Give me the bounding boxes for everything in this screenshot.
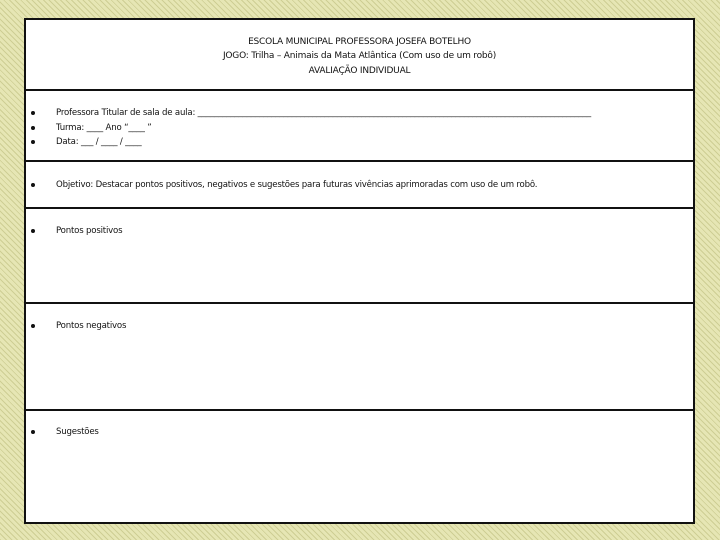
game-title: JOGO: Trilha – Animais da Mata Atlântica (Com uso de um robô) — [222, 51, 497, 61]
bullet-icon — [31, 126, 35, 130]
bullet-icon — [31, 324, 35, 328]
form-header — [26, 20, 693, 91]
class-field[interactable]: Turma: ____ Ano “____ ” — [56, 123, 152, 133]
teacher-field[interactable]: Professora Titular de sala de aula: ________________________________________________________________________________________________ — [56, 108, 591, 118]
negative-points-row — [26, 320, 693, 332]
suggestions-section[interactable] — [26, 411, 693, 522]
teacher-row — [26, 107, 693, 119]
positive-points-row — [26, 225, 693, 237]
positive-points-label: Pontos positivos — [56, 226, 123, 236]
date-field[interactable]: Data: ___ / ____ / ____ — [56, 137, 142, 147]
negative-points-section[interactable] — [26, 304, 693, 411]
bullet-icon — [31, 140, 35, 144]
objective-section — [26, 162, 693, 209]
class-row — [26, 122, 693, 134]
info-section — [26, 91, 693, 162]
negative-points-label: Pontos negativos — [56, 321, 127, 331]
objective-text: Objetivo: Destacar pontos positivos, negativos e sugestões para futuras vivências aprimoradas com uso de um robô. — [56, 180, 538, 190]
bullet-icon — [31, 111, 35, 115]
suggestions-row — [26, 426, 693, 438]
positive-points-section[interactable] — [26, 209, 693, 304]
bullet-icon — [31, 183, 35, 187]
evaluation-form — [24, 18, 695, 524]
school-name: ESCOLA MUNICIPAL PROFESSORA JOSEFA BOTELHO — [248, 37, 471, 47]
date-row — [26, 136, 693, 148]
objective-row — [26, 179, 693, 191]
evaluation-title: AVALIAÇÃO INDIVIDUAL — [308, 66, 411, 76]
bullet-icon — [31, 229, 35, 233]
suggestions-label: Sugestões — [56, 427, 99, 437]
bullet-icon — [31, 430, 35, 434]
